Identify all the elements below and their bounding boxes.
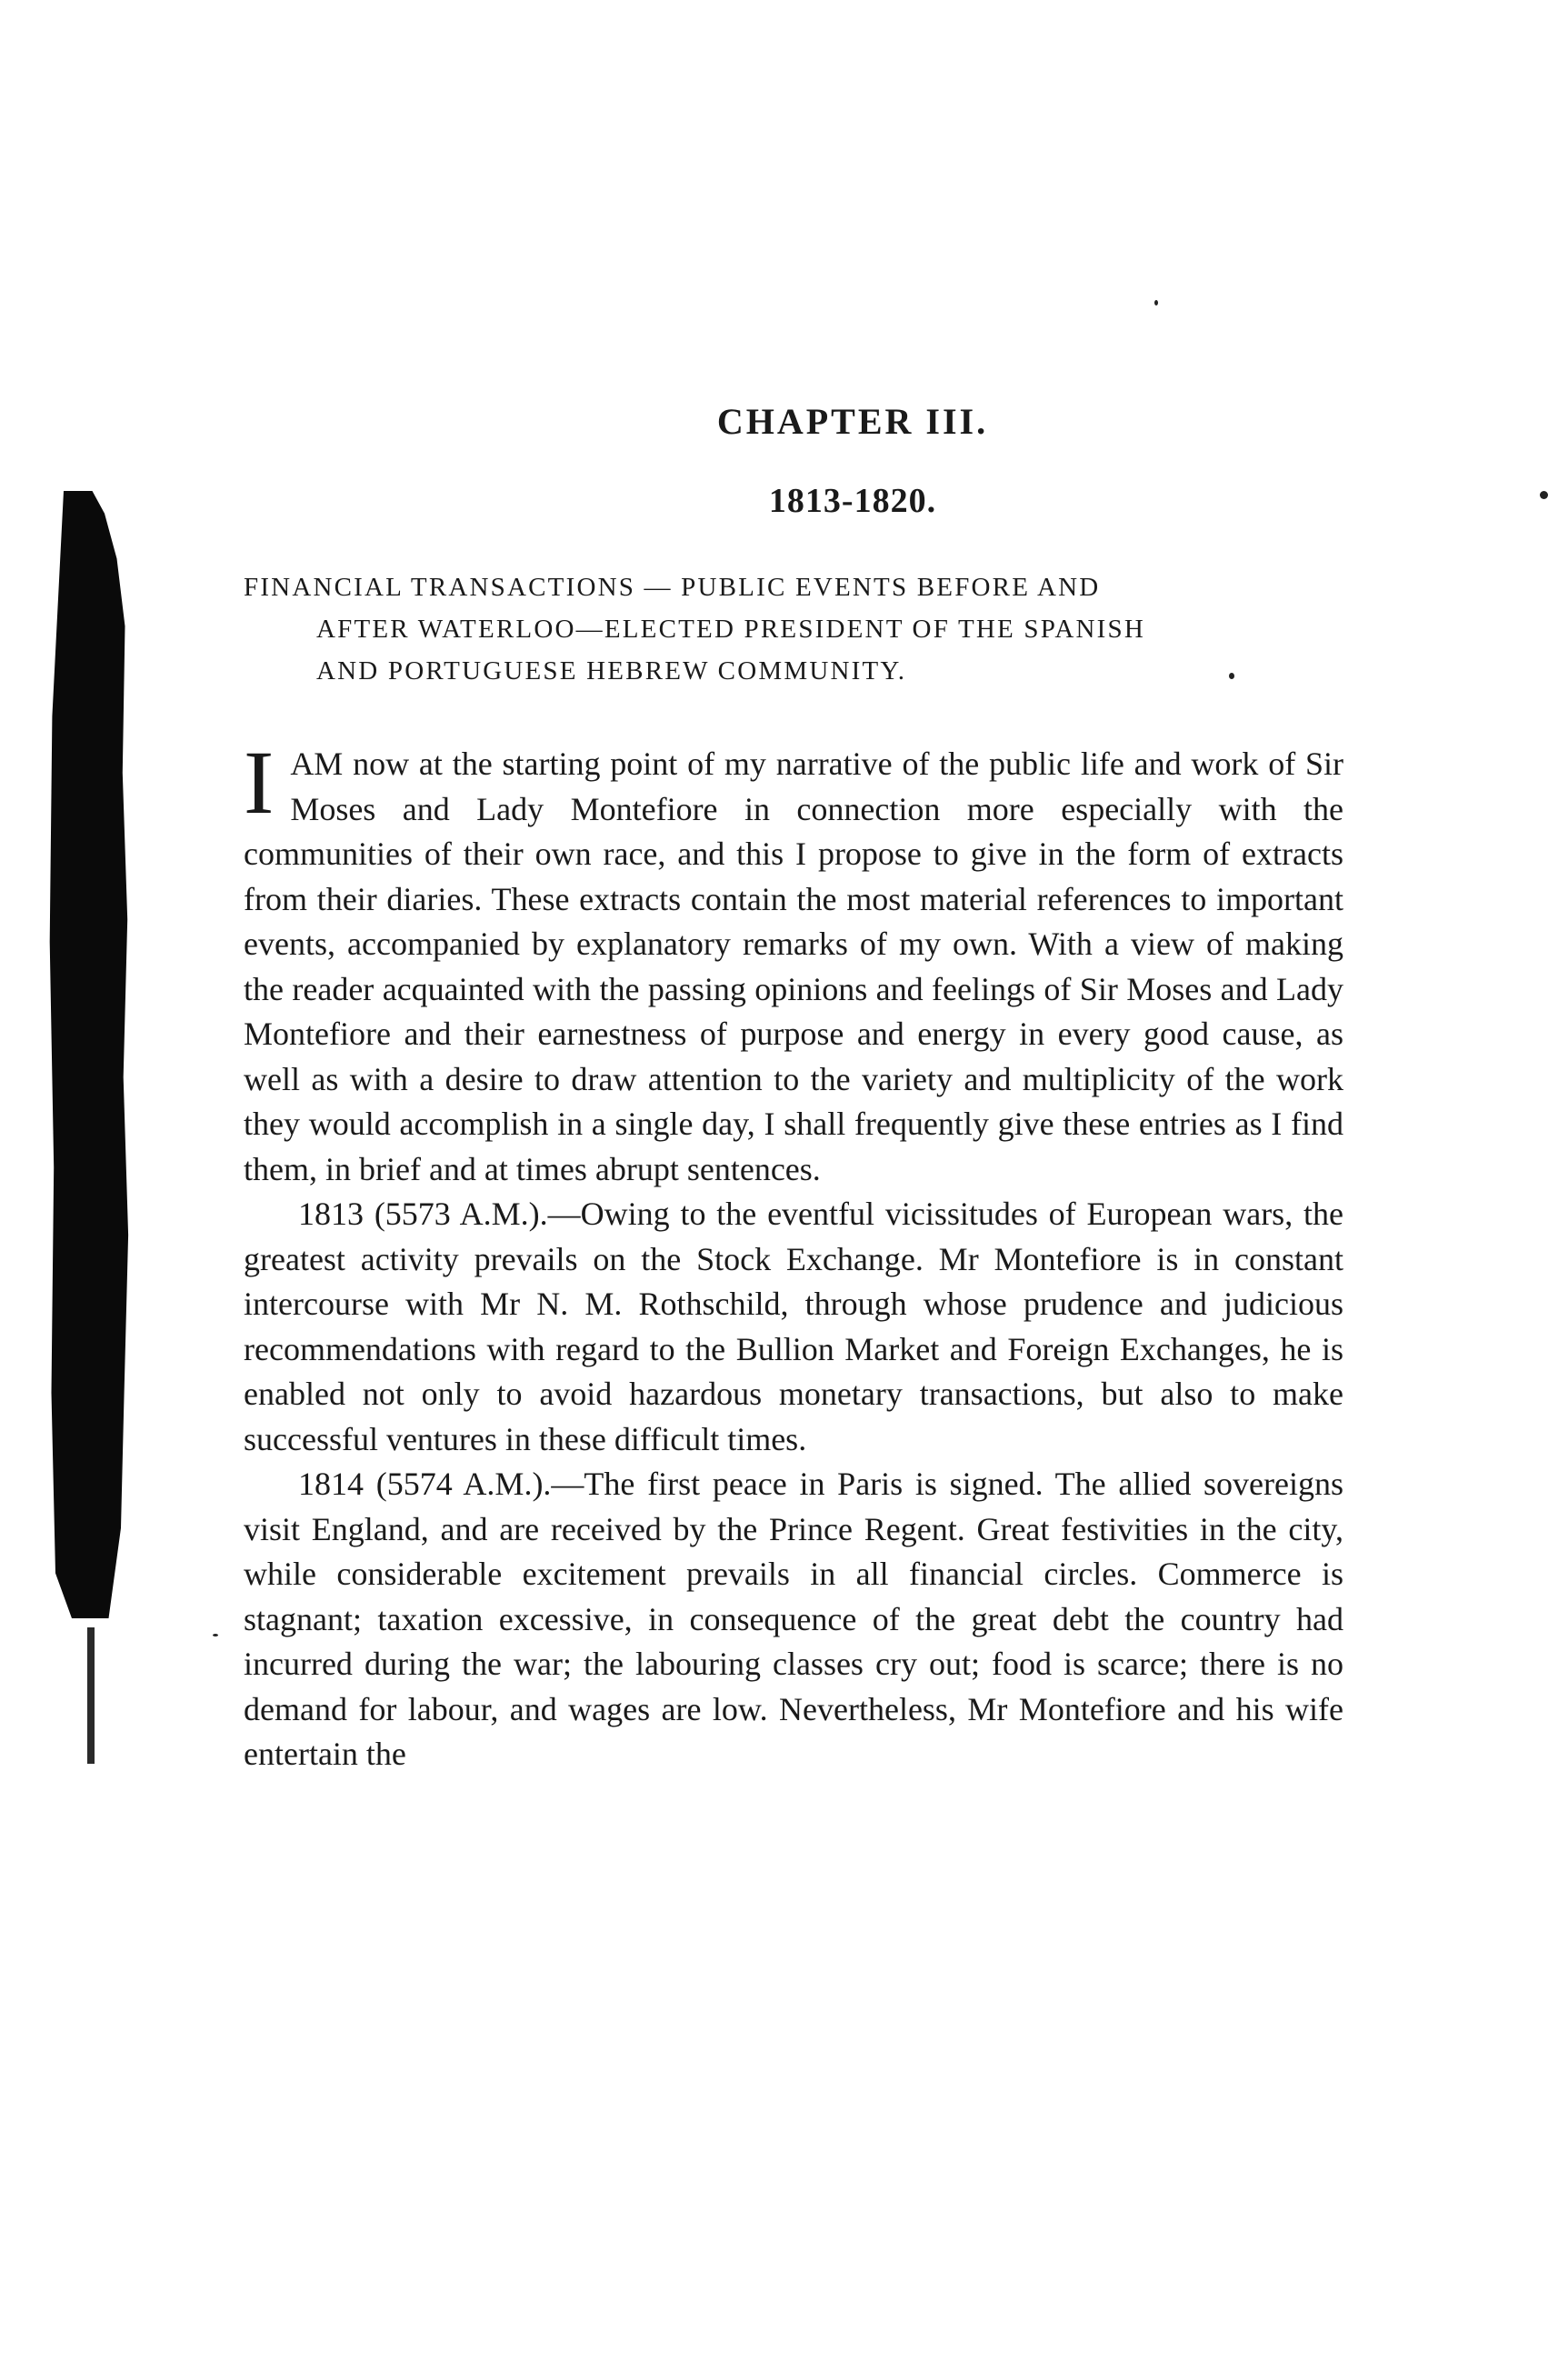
binding-shadow-tail	[87, 1627, 95, 1764]
chapter-years: 1813-1820.	[768, 482, 937, 520]
chapter-title: CHAPTER III.	[716, 401, 989, 442]
chapter-body	[244, 732, 1343, 1777]
paragraph-1813: 1813 (5573 A.M.).—Owing to the eventful vicissitudes of European wars, the greatest activity prevails on the Stock Exchange. Mr Montefiore is in constant intercourse with Mr N. M. Rothschild, through whose prudence and judicious recommendations with regard to the Bullion Market and Foreign Exchanges, he is enabled not only to avoid hazardous monetary transactions, but also to make successful ventures in these difficult times.	[244, 1196, 1343, 1457]
summary-line: FINANCIAL TRANSACTIONS — PUBLIC EVENTS BEFORE AND	[244, 573, 1101, 602]
scan-speck	[1540, 491, 1548, 499]
chapter-summary	[244, 566, 1343, 692]
binding-shadow	[47, 491, 129, 1618]
book-page	[244, 400, 1343, 1777]
paragraph-1814: 1814 (5574 A.M.).—The first peace in Paris is signed. The allied sovereigns visit England, and are received by the Prince Regent. Great festivities in the city, while considerable excitement prevails in all financial circles. Commerce is stagnant; taxation excessive, in consequence of the great debt the country had incurred during the war; the labouring classes cry out; food is scarce; there is no demand for labour, and wages are low. Nevertheless, Mr Montefiore and his wife entertain the	[244, 1466, 1343, 1772]
summary-line: AFTER WATERLOO—ELECTED PRESIDENT OF THE SPANISH	[316, 615, 1145, 644]
summary-line: AND PORTUGUESE HEBREW COMMUNITY.	[316, 656, 907, 686]
paragraph-intro	[244, 732, 1343, 1192]
paragraph-text: AM now at the starting point of my narrative of the public life and work of Sir Moses and Lady Montefiore in connection more especially with the communities of their own race, and this I propose to give in the form of extracts from their diaries. These extracts contain the most material references to important events, accompanied by explanatory remarks of my own. With a view of making the reader acquainted with the passing opinions and feelings of Sir Moses and Lady Montefiore and their earnestness of purpose and energy in every good cause, as well as with a desire to draw attention to the variety and multiplicity of the work they would accomplish in a single day, I shall frequently give these entries as I find them, in brief and at times abrupt sentences.	[244, 746, 1343, 1187]
drop-cap: I	[244, 732, 275, 833]
scan-speck	[213, 1634, 218, 1636]
scan-speck	[1154, 300, 1158, 305]
